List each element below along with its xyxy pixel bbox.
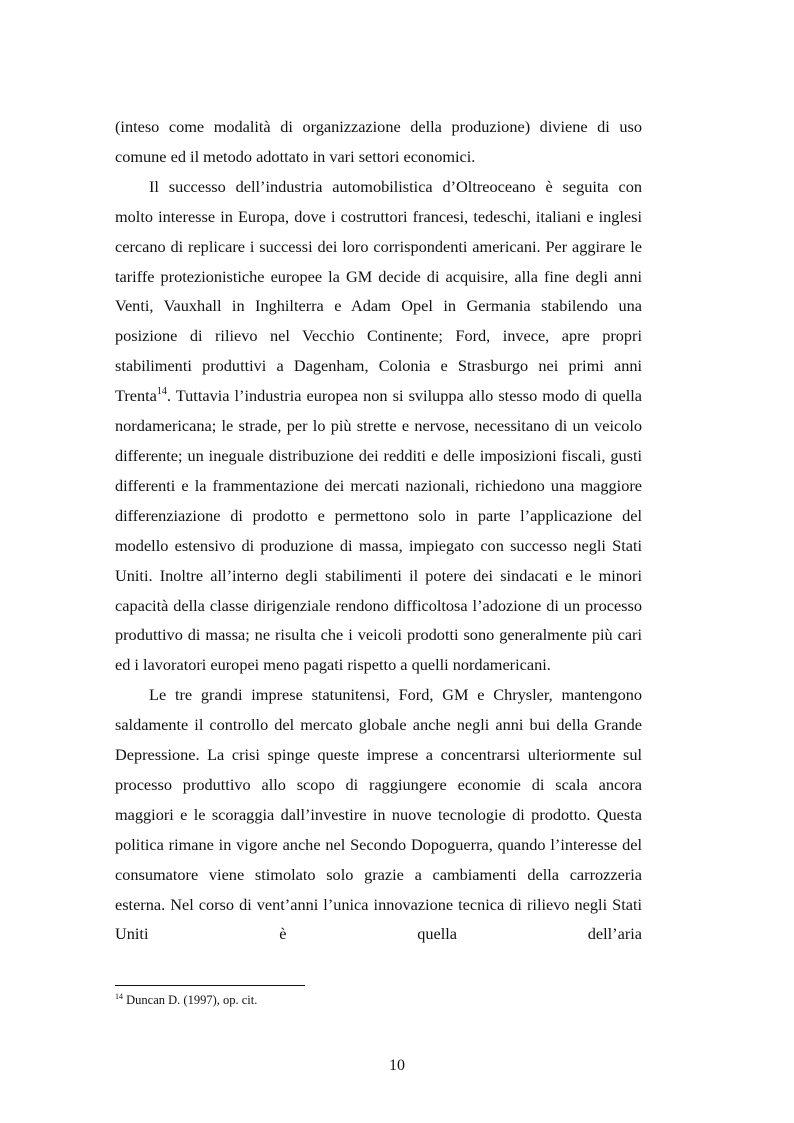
footnote-number: 14 — [115, 991, 123, 1001]
footnote-separator — [115, 985, 305, 986]
paragraph-2-text-after: . Tuttavia l’industria europea non si sviluppa allo stesso modo di quella nordamericana; le strade, per lo più strette e nervose, necessitano di un veicolo differente; un ineguale distribuzione dei redditi e delle imposizioni fiscali, gusti differenti e la frammentazione dei mercati nazionali, richiedono una maggiore differenziazione di prodotto e permettono solo in parte l’applicazione del modello estensivo di produzione di massa, impiegato con successo negli Stati Uniti. Inoltre all’interno degli stabilimenti il potere dei sindacati e le minori capacità della classe dirigenziale rendono difficoltosa l’adozione di un processo produttivo di massa; ne risulta che i veicoli prodotti sono generalmente più cari ed i lavoratori europei meno pagati rispetto a quelli nordamericani. — [115, 386, 642, 675]
footnote-reference[interactable]: 14 — [156, 385, 167, 397]
page-number: 10 — [389, 1057, 405, 1074]
paragraph-2-text-before: Il successo dell’industria automobilistica d’Oltreoceano è seguita con molto interesse in Europa, dove i costruttori francesi, tedeschi, italiani e inglesi cercano di replicare i successi dei loro corrispondenti americani. Per aggirare le tariffe protezionistiche europee la GM decide di acquisire, alla fine degli anni Venti, Vauxhall in Inghilterra e Adam Opel in Germania stabilendo una posizione di rilievo nel Vecchio Continente; Ford, invece, apre propri stabilimenti produttivi a Dagenham, Colonia e Strasburgo nei primi anni Trenta — [115, 176, 642, 406]
paragraph-1-text: (inteso come modalità di organizzazione della produzione) diviene di uso comune ed il metodo adottato in vari settori economici. — [115, 117, 642, 166]
paragraph-2 — [115, 172, 642, 680]
body-text — [115, 112, 642, 949]
paragraph-1 — [115, 112, 642, 172]
footnote — [115, 992, 257, 1008]
paragraph-3-text: Le tre grandi imprese statunitensi, Ford, GM e Chrysler, mantengono saldamente il controllo del mercato globale anche negli anni bui della Grande Depressione. La crisi spinge queste imprese a concentrarsi ulteriormente sul processo produttivo allo scopo di raggiungere economie di scala ancora maggiori e le scoraggia dall’investire in nuove tecnologie di prodotto. Questa politica rimane in vigore anche nel Secondo Dopoguerra, quando l’interesse del consumatore viene stimolato solo grazie a cambiamenti della carrozzeria esterna. Nel corso di vent’anni l’unica innovazione tecnica di rilievo negli Stati Uniti è quella dell’aria — [115, 685, 642, 944]
footnote-text: Duncan D. (1997), op. cit. — [123, 993, 258, 1007]
paragraph-3 — [115, 680, 642, 949]
